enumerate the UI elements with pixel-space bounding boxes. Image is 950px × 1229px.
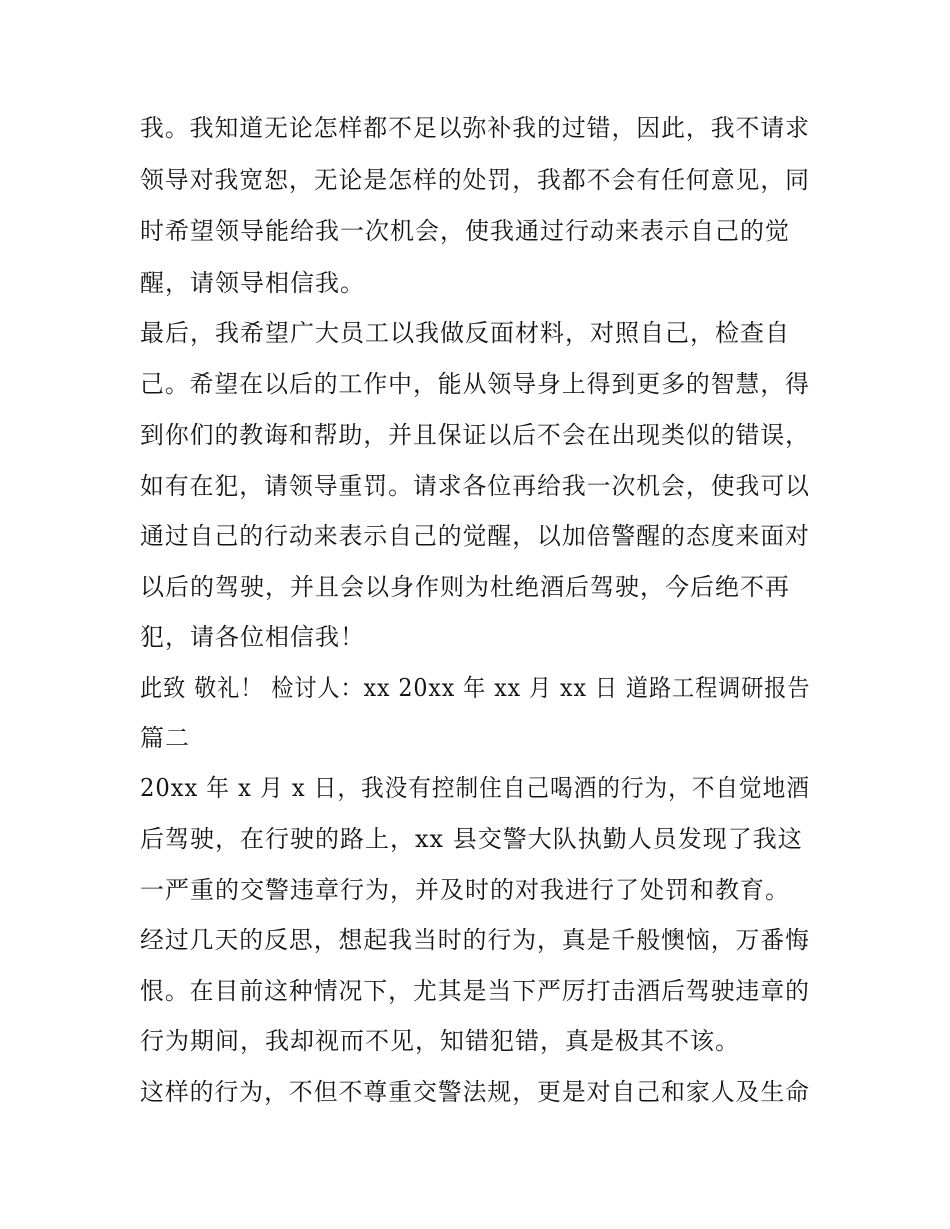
text-line: 20xx 年 x 月 x 日，我没有控制住自己喝酒的行为，不自觉地酒 <box>140 774 810 802</box>
text-line: 经过几天的反思，想起我当时的行为，真是千般懊恼，万番悔 <box>140 926 810 954</box>
text-line: 篇二 <box>140 724 190 752</box>
text-line: 犯，请各位相信我！ <box>140 623 365 651</box>
text-line: 恨。在目前这种情况下，尤其是当下严厉打击酒后驾驶违章的 <box>140 977 810 1005</box>
text-line: 时希望领导能给我一次机会，使我通过行动来表示自己的觉 <box>140 217 790 245</box>
text-line: 最后，我希望广大员工以我做反面材料，对照自己，检查自 <box>140 319 790 347</box>
text-line: 如有在犯，请领导重罚。请求各位再给我一次机会，使我可以 <box>140 472 810 500</box>
text-line: 这样的行为，不但不尊重交警法规，更是对自己和家人及生命 <box>140 1078 810 1106</box>
text-line: 以后的驾驶，并且会以身作则为杜绝酒后驾驶，今后绝不再 <box>140 573 790 601</box>
text-line: 行为期间，我却视而不见，知错犯错，真是极其不该。 <box>140 1027 740 1055</box>
text-line: 己。希望在以后的工作中，能从领导身上得到更多的智慧，得 <box>140 370 810 398</box>
text-line: 醒，请领导相信我。 <box>140 269 365 297</box>
text-line: 通过自己的行动来表示自己的觉醒，以加倍警醒的态度来面对 <box>140 522 810 550</box>
text-line: 一严重的交警违章行为，并及时的对我进行了处罚和教育。 <box>140 876 790 904</box>
text-line: 到你们的教诲和帮助，并且保证以后不会在出现类似的错误， <box>140 421 810 449</box>
text-line: 此致 敬礼！ 检讨人：xx 20xx 年 xx 月 xx 日 道路工程调研报告 <box>140 674 811 702</box>
text-line: 后驾驶，在行驶的路上，xx 县交警大队执勤人员发现了我这 <box>140 825 803 853</box>
text-line: 领导对我宽恕，无论是怎样的处罚，我都不会有任何意见，同 <box>140 166 810 194</box>
text-line: 我。我知道无论怎样都不足以弥补我的过错，因此，我不请求 <box>140 114 810 142</box>
